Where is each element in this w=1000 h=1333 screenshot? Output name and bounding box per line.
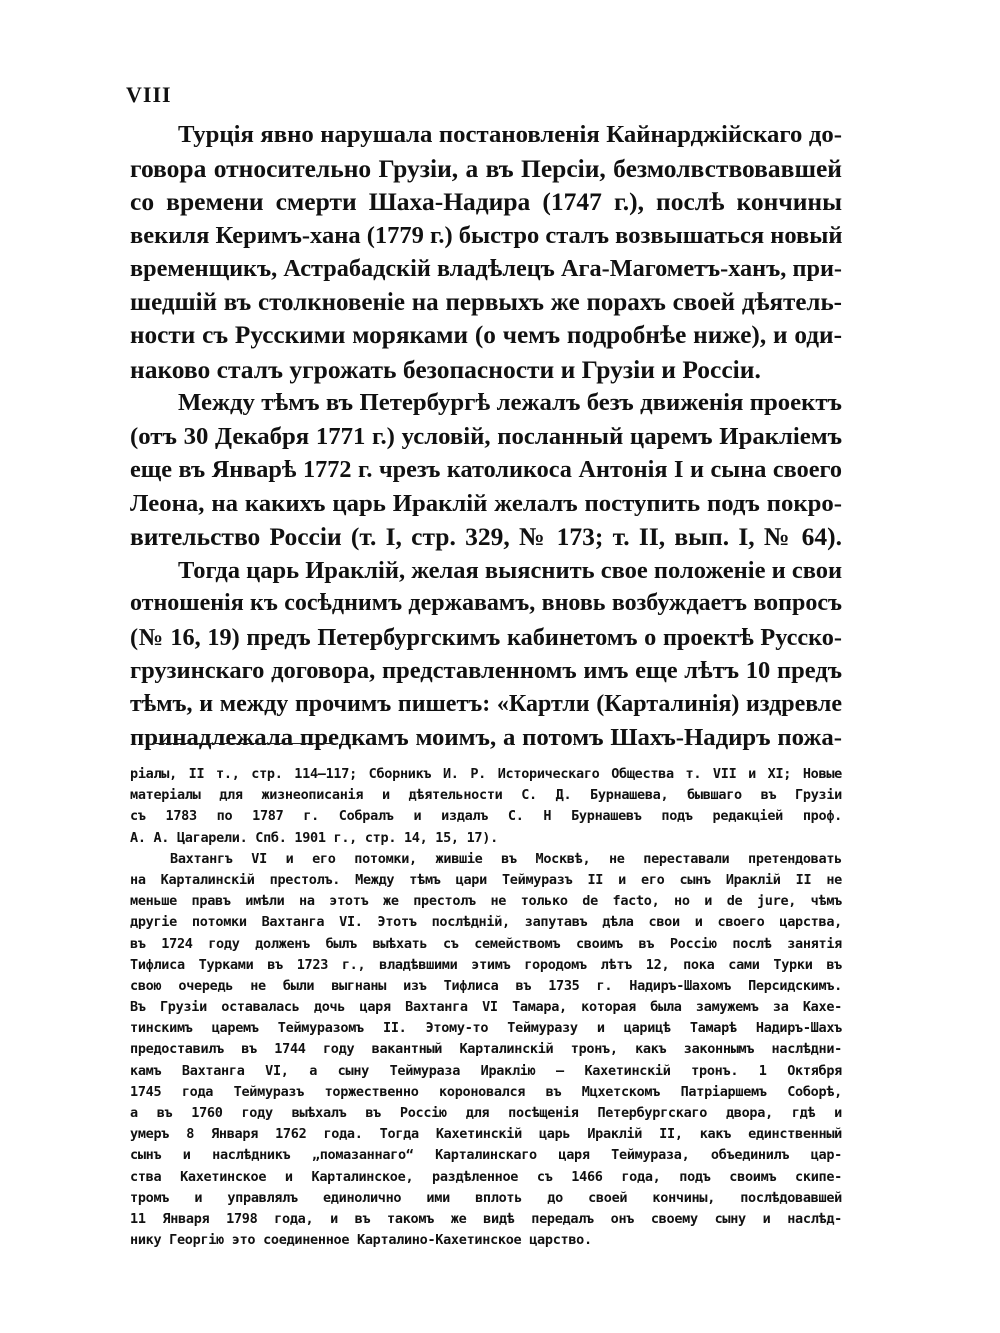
text-line: шедшій въ столкновеніе на первыхъ же порахъ своей дѣятель- — [130, 288, 842, 316]
footnote-line: а въ 1760 году выѣхалъ въ Россію для посѣщенія Петербургскаго двора, гдѣ и — [130, 1105, 842, 1121]
footnote-divider — [152, 743, 334, 744]
footnote-line: другіе потомки Вахтанга VI. Этотъ послѣдній, запутавъ дѣла свои и своего царства, — [130, 914, 842, 931]
text-line: наково сталъ угрожать безопасности и Грузіи и Россіи. — [130, 354, 761, 384]
text-line: (отъ 30 Декабря 1771 г.) условій, посланный царемъ Иракліемъ — [130, 422, 842, 450]
footnote-line: ства Кахетинское и Карталинское, раздѣленное съ 1466 года, подъ своимъ скипе- — [130, 1168, 842, 1185]
text-line: Турція явно нарушала постановленія Кайнарджійскаго до- — [178, 121, 842, 148]
footnote-line: на Карталинскій престолъ. Между тѣмъ цари Теймуразъ II и его сынъ Ираклій II не — [130, 871, 842, 888]
text-line: Между тѣмъ въ Петербургѣ лежалъ безъ движенія проектъ — [178, 389, 842, 416]
main-text — [130, 118, 842, 755]
footnote-line: тинскимъ царемъ Теймуразомъ II. Этому-то Теймуразу и царицѣ Тамарѣ Надиръ-Шахъ — [130, 1020, 842, 1037]
footnote-line: меньше правъ имѣли на этотъ же престолъ не только de facto, но и de jure, чѣмъ — [130, 893, 842, 910]
footnote-line: предоставилъ въ 1744 году вакантный Карталинскій тронъ, какъ законнымъ наслѣдни- — [130, 1041, 842, 1058]
footnote-line: свою очередь не были выгнаны изъ Тифлиса въ 1735 г. Надиръ-Шахомъ Персидскимъ. — [130, 977, 842, 994]
footnote-line: ріалы, II т., стр. 114—117; Сборникъ И. Р. Историческаго Общества т. VII и XI; Новые — [130, 766, 842, 782]
footnote-line: нику Георгію это соединенное Карталино-Кахетинское царство. — [130, 1232, 592, 1249]
footnote-line: матеріалы для жизнеописанія и дѣятельности С. Д. Бурнашева, бывшаго въ Грузіи — [130, 787, 842, 804]
text-line: говора относительно Грузіи, а въ Персіи, безмолвствовавшей — [130, 153, 842, 183]
text-line: грузинскаго договора, представленномъ имъ еще лѣтъ 10 предъ — [130, 657, 842, 684]
footnote-line: съ 1783 по 1787 г. Собралъ и издалъ С. Н Бурнашевъ подъ редакціей проф. — [130, 808, 842, 825]
footnote-paragraph-2 — [130, 849, 842, 1252]
footnote-line: камъ Вахтанга VI, а сыну Теймураза Ираклію — Кахетинскій тронъ. 1 Октября — [130, 1062, 842, 1079]
main-paragraph-1 — [130, 118, 842, 386]
footnote-line: въ 1724 году долженъ былъ выѣхать съ семействомъ своимъ въ Россію послѣ занятія — [130, 935, 842, 952]
footnote-line: 1745 года Теймуразъ торжественно короновался въ Мцхетскомъ Патріаршемъ Соборѣ, — [130, 1083, 842, 1100]
text-line: принадлежала предкамъ моимъ, а потомъ Шахъ-Надиръ пожа- — [130, 724, 842, 751]
footnote-line: сынъ и наслѣдникъ „помазаннаго“ Карталинскаго царя Теймураза, объединилъ цар- — [130, 1147, 842, 1164]
text-line: Тогда царь Ираклій, желая выяснить свое положеніе и свои — [178, 556, 843, 584]
footnote-paragraph-1 — [130, 764, 842, 849]
footnote-line: 11 Января 1798 года, и въ такомъ же видѣ передалъ онъ своему сыну и наслѣд- — [130, 1210, 842, 1227]
text-line: векиля Керимъ-хана (1779 г.) быстро сталъ возвышаться новый — [130, 221, 843, 249]
text-line: отношенія къ сосѣднимъ державамъ, вновь возбуждаетъ вопросъ — [130, 590, 842, 616]
text-line: Леона, на какихъ царь Ираклій желалъ поступить подъ покро- — [130, 489, 842, 517]
text-line: тѣмъ, и между прочимъ пишетъ: «Картли (Карталинія) издревле — [130, 690, 842, 717]
text-line: ности съ Русскими моряками (о чемъ подробнѣе ниже), и оди- — [130, 321, 842, 349]
footnote-line: Вахтангъ VI и его потомки, жившіе въ Москвѣ, не переставали претендовать — [170, 850, 842, 867]
text-line: вительство Россіи (т. I, стр. 329, № 173; т. II, вып. I, № 64). — [130, 522, 842, 551]
footnote-line: А. А. Цагарели. Спб. 1901 г., стр. 14, 15, 17). — [130, 829, 498, 846]
footnote-line: умеръ 8 Января 1762 года. Тогда Кахетинскій царь Ираклій II, какъ единственный — [130, 1126, 842, 1143]
footnote-line: тромъ и управлялъ единолично ими вплоть до своей кончины, послѣдовавшей — [130, 1189, 842, 1206]
footnote-line: Въ Грузіи оставалась дочь царя Вахтанга VI Тамара, которая была замужемъ за Кахе- — [130, 999, 842, 1016]
text-line: временщикъ, Астрабадскій владѣлецъ Ага-Магометъ-ханъ, при- — [130, 255, 842, 282]
footnotes — [130, 764, 842, 1251]
text-line: (№ 16, 19) предъ Петербургскимъ кабинетомъ о проектѣ Русско- — [130, 623, 842, 651]
text-line: со времени смерти Шаха-Надира (1747 г.), послѣ кончины — [130, 187, 842, 216]
footnote-line: Тифлиса Турками въ 1723 г., владѣвшими этимъ городомъ лѣтъ 12, пока сами Турки въ — [130, 956, 842, 973]
text-line: еще въ Январѣ 1772 г. чрезъ католикоса Антонія I и сына своего — [130, 456, 842, 483]
page-number: VIII — [126, 82, 172, 107]
main-paragraph-3 — [130, 554, 842, 755]
main-paragraph-2 — [130, 386, 842, 554]
